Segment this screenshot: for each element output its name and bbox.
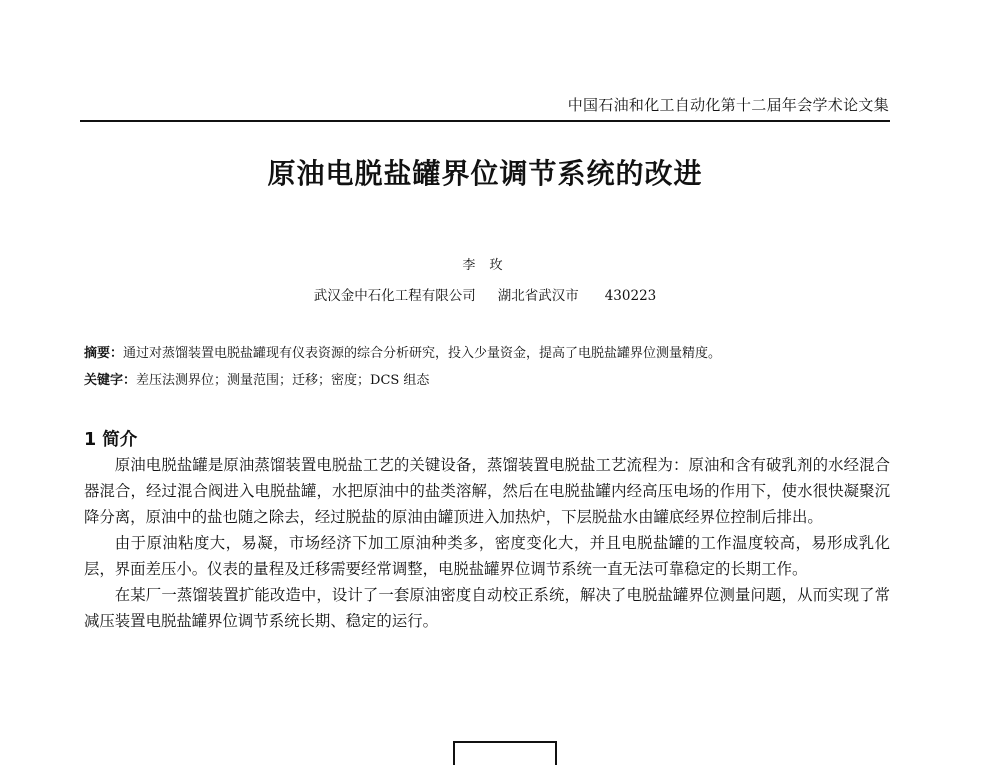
running-head: 中国石油和化工自动化第十二届年会学术论文集 <box>567 96 889 114</box>
affiliation-location: 湖北省武汉市 <box>497 288 579 304</box>
affiliation-organization: 武汉金中石化工程有限公司 <box>313 288 476 304</box>
paper-title: 原油电脱盐罐界位调节系统的改进 <box>267 157 703 190</box>
affiliation-postcode: 430223 <box>604 288 657 304</box>
keywords <box>84 369 429 388</box>
body-paragraph: 在某厂一蒸馏装置扩能改造中，设计了一套原油密度自动校正系统，解决了电脱盐罐界位测量问题，从而实现了常减压装置电脱盐罐界位调节系统长期、稳定的运行。 <box>84 586 890 630</box>
body-paragraph: 原油电脱盐罐是原油蒸馏装置电脱盐工艺的关键设备，蒸馏装置电脱盐工艺流程为：原油和含有破乳剂的水经混合器混合，经过混合阀进入电脱盐罐，水把原油中的盐类溶解，然后在电脱盐罐内经高压电场的作用下，使水很快凝聚沉降分离，原油中的盐也随之除去，经过脱盐的原油由罐顶进入加热炉，下层脱盐水由罐底经界位控制后排出。 <box>84 456 890 526</box>
body-paragraph: 由于原油粘度大，易凝，市场经济下加工原油种类多，密度变化大，并且电脱盐罐的工作温度较高，易形成乳化层，界面差压小。仪表的量程及迁移需要经常调整，电脱盐罐界位调节系统一直无法可靠稳定的长期工作。 <box>84 534 890 578</box>
header-rule <box>80 120 890 122</box>
keywords-text: 差压法测界位；测量范围；迁移；密度；DCS 组态 <box>136 373 430 388</box>
section-body <box>84 452 890 634</box>
affiliation <box>0 284 970 304</box>
keywords-label: 关键字： <box>84 373 137 388</box>
abstract-label: 摘要： <box>84 346 124 361</box>
figure-box-edge <box>453 741 557 765</box>
abstract <box>84 342 721 361</box>
author: 李 玫 <box>462 258 508 273</box>
abstract-text: 通过对蒸馏装置电脱盐罐现有仪表资源的综合分析研究，投入少量资金，提高了电脱盐罐界位测量精度。 <box>123 346 722 361</box>
section-heading: 1 简介 <box>84 430 138 450</box>
